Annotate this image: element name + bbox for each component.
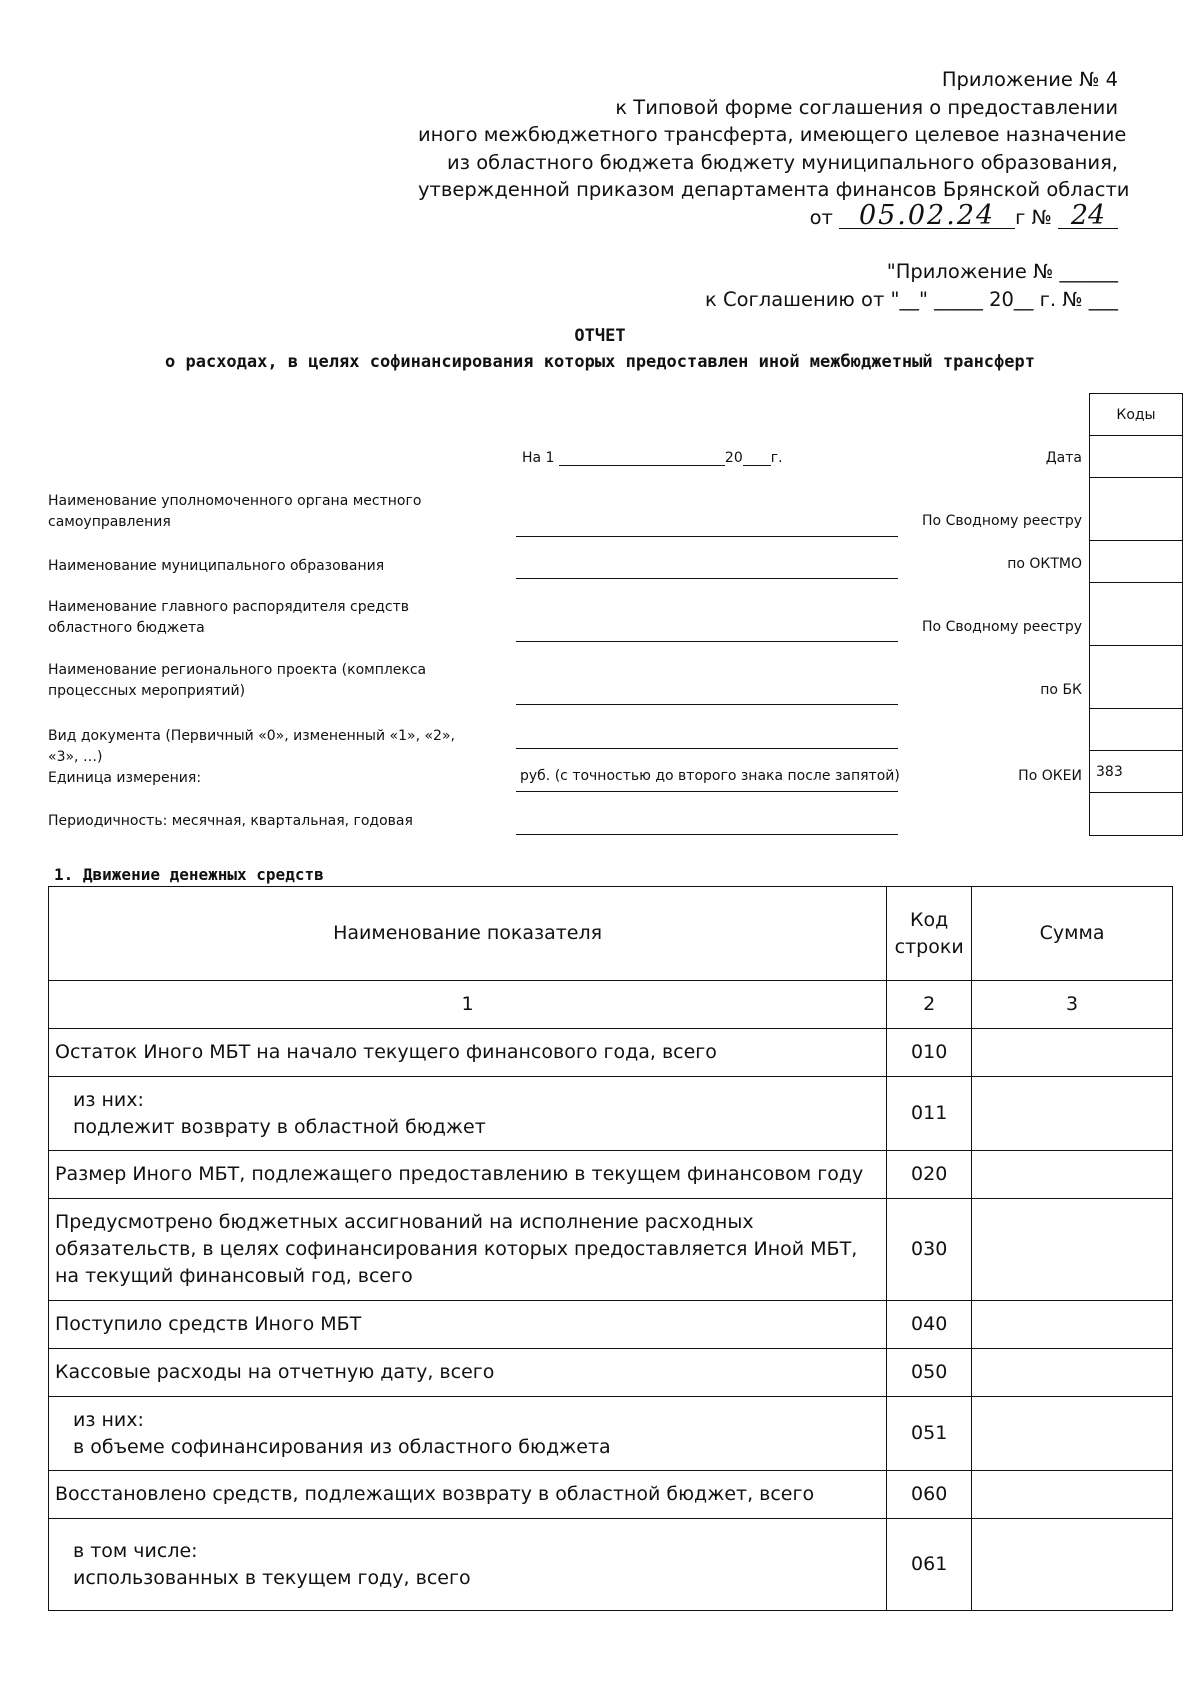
column-number: 3 bbox=[972, 981, 1173, 1029]
cash-flow-table bbox=[48, 886, 1173, 1611]
table-row bbox=[49, 1199, 1173, 1301]
row-name: Восстановлено средств, подлежащих возврату в областной бюджет, всего bbox=[49, 1471, 887, 1519]
row-sum[interactable] bbox=[972, 1151, 1173, 1199]
row-code: 061 bbox=[887, 1519, 972, 1611]
column-numbers-row bbox=[49, 981, 1173, 1029]
code-cell-registry-2[interactable] bbox=[1090, 583, 1182, 646]
agreement-line-1: "Приложение № ______ bbox=[886, 260, 1118, 283]
row-code: 051 bbox=[887, 1397, 972, 1471]
appendix-line: Приложение № 4 bbox=[941, 68, 1118, 91]
row-name: из них: подлежит возврату в областной бюджет bbox=[49, 1077, 887, 1151]
row-sum[interactable] bbox=[972, 1471, 1173, 1519]
field-label-unit: Единица измерения: bbox=[48, 770, 202, 786]
row-name: Предусмотрено бюджетных ассигнований на исполнение расходных обязательств, в целях софинансирования которых предоставляется Иной МБТ, на текущий финансовый год, всего bbox=[49, 1199, 887, 1301]
section-title: 1. Движение денежных средств bbox=[54, 865, 324, 884]
date-prefix: На 1 bbox=[522, 450, 555, 466]
appendix-header bbox=[418, 66, 1130, 231]
row-code: 030 bbox=[887, 1199, 972, 1301]
appendix-date-line bbox=[418, 199, 1118, 232]
date-suffix: г. bbox=[770, 450, 783, 466]
table-row bbox=[49, 1471, 1173, 1519]
field-value-unit: руб. (с точностью до второго знака после запятой) bbox=[520, 768, 900, 784]
table-row bbox=[49, 1349, 1173, 1397]
row-code: 040 bbox=[887, 1301, 972, 1349]
report-title: ОТЧЕТ bbox=[574, 326, 626, 346]
field-label-main-manager: Наименование главного распорядителя средств областного бюджета bbox=[48, 599, 410, 636]
codes-column bbox=[1089, 393, 1183, 836]
from-prefix: от bbox=[809, 205, 833, 229]
date-year-prefix: 20 bbox=[724, 450, 743, 466]
date-year-blank[interactable] bbox=[743, 451, 771, 466]
field-line-periodicity[interactable] bbox=[516, 834, 898, 835]
header-sum: Сумма bbox=[972, 887, 1173, 981]
field-label-authority: Наименование уполномоченного органа местного самоуправления bbox=[48, 493, 422, 530]
code-cell-periodicity[interactable] bbox=[1090, 793, 1182, 835]
column-number: 1 bbox=[49, 981, 887, 1029]
row-sum[interactable] bbox=[972, 1349, 1173, 1397]
field-label-periodicity: Периодичность: месячная, квартальная, годовая bbox=[48, 813, 413, 829]
agreement-line-2: к Соглашению от "__" _____ 20__ г. № ___ bbox=[704, 288, 1118, 311]
field-label-municipality: Наименование муниципального образования bbox=[48, 558, 385, 574]
row-name: Остаток Иного МБТ на начало текущего финансового года, всего bbox=[49, 1029, 887, 1077]
row-name: Поступило средств Иного МБТ bbox=[49, 1301, 887, 1349]
row-code: 020 bbox=[887, 1151, 972, 1199]
row-name: из них: в объеме софинансирования из областного бюджета bbox=[49, 1397, 887, 1471]
handwritten-number: 24 bbox=[1058, 204, 1118, 229]
row-sum[interactable] bbox=[972, 1077, 1173, 1151]
field-line-authority[interactable] bbox=[516, 536, 898, 537]
appendix-line: к Типовой форме соглашения о предоставлении bbox=[615, 95, 1118, 119]
date-code-label: Дата bbox=[1045, 450, 1082, 466]
code-cell-oktmo[interactable] bbox=[1090, 541, 1182, 583]
row-sum[interactable] bbox=[972, 1029, 1173, 1077]
code-cell-okei[interactable]: 383 bbox=[1090, 751, 1182, 793]
row-sum[interactable] bbox=[972, 1397, 1173, 1471]
code-label-registry-1: По Сводному реестру bbox=[922, 513, 1082, 529]
field-label-doc-type: Вид документа (Первичный «0», измененный «1», «2», «3», …) bbox=[48, 728, 455, 765]
code-cell-date[interactable] bbox=[1090, 436, 1182, 478]
year-suffix: г bbox=[1015, 205, 1026, 229]
codes-header: Коды bbox=[1090, 394, 1182, 436]
code-label-registry-2: По Сводному реестру bbox=[922, 619, 1082, 635]
code-cell-registry-1[interactable] bbox=[1090, 478, 1182, 541]
code-label-oktmo: по ОКТМО bbox=[1007, 556, 1082, 572]
field-line-project[interactable] bbox=[516, 704, 898, 705]
row-sum[interactable] bbox=[972, 1519, 1173, 1611]
table-row bbox=[49, 1397, 1173, 1471]
row-code: 011 bbox=[887, 1077, 972, 1151]
date-day-month-blank[interactable] bbox=[559, 451, 725, 466]
number-prefix: № bbox=[1031, 205, 1052, 229]
table-header-row bbox=[49, 887, 1173, 981]
handwritten-date: 05.02.24 bbox=[839, 204, 1015, 229]
table-row bbox=[49, 1301, 1173, 1349]
row-code: 010 bbox=[887, 1029, 972, 1077]
report-subtitle: о расходах, в целях софинансирования которых предоставлен иной межбюджетный трансферт bbox=[165, 352, 1035, 372]
code-cell-bk[interactable] bbox=[1090, 646, 1182, 709]
agreement-reference bbox=[705, 258, 1118, 314]
header-name: Наименование показателя bbox=[49, 887, 887, 981]
table-row bbox=[49, 1151, 1173, 1199]
table-row bbox=[49, 1029, 1173, 1077]
field-label-project: Наименование регионального проекта (комплекса процессных мероприятий) bbox=[48, 662, 427, 699]
code-label-okei: По ОКЕИ bbox=[1018, 768, 1082, 784]
row-name: Кассовые расходы на отчетную дату, всего bbox=[49, 1349, 887, 1397]
code-cell-doc-type[interactable] bbox=[1090, 709, 1182, 751]
row-code: 050 bbox=[887, 1349, 972, 1397]
field-line-unit[interactable] bbox=[516, 791, 898, 792]
row-code: 060 bbox=[887, 1471, 972, 1519]
table-row bbox=[49, 1519, 1173, 1611]
field-line-doc-type[interactable] bbox=[516, 748, 898, 749]
header-code: Код строки bbox=[887, 887, 972, 981]
row-name: в том числе: использованных в текущем году, всего bbox=[49, 1519, 887, 1611]
row-name: Размер Иного МБТ, подлежащего предоставлению в текущем финансовом году bbox=[49, 1151, 887, 1199]
report-date-line bbox=[522, 450, 783, 466]
field-line-municipality[interactable] bbox=[516, 578, 898, 579]
appendix-line: из областного бюджета бюджету муниципального образования, bbox=[446, 150, 1118, 174]
row-sum[interactable] bbox=[972, 1301, 1173, 1349]
code-label-bk: по БК bbox=[1040, 682, 1082, 698]
row-sum[interactable] bbox=[972, 1199, 1173, 1301]
column-number: 2 bbox=[887, 981, 972, 1029]
field-line-main-manager[interactable] bbox=[516, 641, 898, 642]
appendix-line: иного межбюджетного трансферта, имеющего целевое назначение bbox=[418, 123, 1127, 146]
table-row bbox=[49, 1077, 1173, 1151]
appendix-line: утвержденной приказом департамента финансов Брянской области bbox=[418, 178, 1130, 201]
